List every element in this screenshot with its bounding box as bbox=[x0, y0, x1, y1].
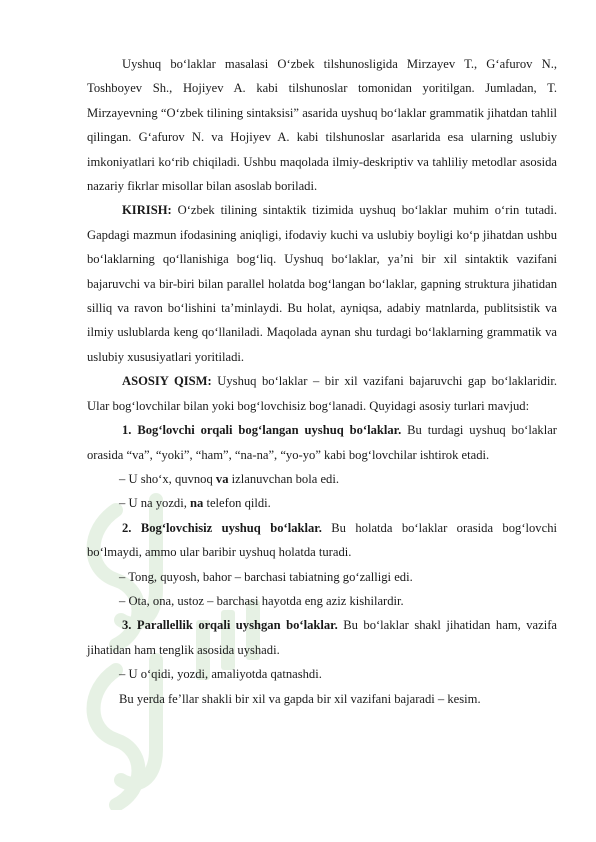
list-item-3-text: Bu bo‘laklar shakl jihatidan ham, vazifa jihatidan ham tenglik asosida uyshadi. bbox=[87, 618, 557, 657]
list-item-1-heading: 1. Bog‘lovchi orqali bog‘langan uyshuq bo‘laklar. bbox=[122, 423, 402, 438]
asosiy-paragraph bbox=[87, 369, 557, 418]
article-body bbox=[87, 52, 557, 711]
example-1a-conjunction: va bbox=[215, 471, 229, 486]
intro-paragraph: Uyshuq bo‘laklar masalasi O‘zbek tilshunosligida Mirzayev T., G‘afurov N., Toshboyev Sh., Hojiyev A. kabi tilshunoslar tomonidan yoritilgan. Jumladan, T. Mirzayevning “O‘zbek tilining sintaksisi” asarida uyshuq bo‘laklar grammatik jihatdan tahlil qilingan. G‘afurov N. va Hojiyev A. kabi tilshunoslar asarlarida esa ularning uslubiy imkoniyatlari ko‘rib chiqiladi. Ushbu maqolada ilmiy-deskriptiv va tahliliy metodlar asosida nazariy fikrlar misollar bilan asoslab boriladi. bbox=[87, 57, 557, 194]
asosiy-heading: ASOSIY QISM: bbox=[122, 374, 212, 389]
list-item-3-heading: 3. Parallellik orqali uyshgan bo‘laklar. bbox=[122, 618, 338, 633]
example-3b: Bu yerda fe’llar shakli bir xil va gapda bir xil vazifani bajaradi – kesim. bbox=[119, 691, 481, 706]
example-1b bbox=[87, 491, 557, 515]
example-1b-text: – U na yozdi, bbox=[119, 496, 190, 511]
example-1a-tail: izlanuvchan bola edi. bbox=[228, 471, 340, 486]
list-item-3 bbox=[87, 613, 557, 662]
list-item-1 bbox=[87, 418, 557, 467]
example-2a: – Tong, quyosh, bahor – barchasi tabiatning go‘zalligi edi. bbox=[119, 569, 413, 584]
asosiy-text: Uyshuq bo‘laklar – bir xil vazifani bajaruvchi gap bo‘laklaridir. Ular bog‘lovchilar bilan yoki bog‘lovchisiz bog‘lanadi. Quyidagi asosiy turlari mavjud: bbox=[87, 374, 558, 413]
kirish-paragraph bbox=[87, 198, 557, 369]
example-3a: – U o‘qidi, yozdi, amaliyotda qatnashdi. bbox=[119, 667, 322, 682]
list-item-1-text: Bu turdagi uyshuq bo‘laklar orasida “va”, “yoki”, “ham”, “na-na”, “yo-yo” kabi bog‘lovchilar ishtirok etadi. bbox=[87, 423, 557, 462]
example-2b: – Ota, ona, ustoz – barchasi hayotda eng aziz kishilardir. bbox=[119, 593, 404, 608]
list-item-2-heading: 2. Bog‘lovchisiz uyshuq bo‘laklar. bbox=[122, 520, 322, 535]
example-1a-text: – U sho‘x, quvnoq bbox=[119, 471, 216, 486]
kirish-heading: KIRISH: bbox=[122, 203, 172, 218]
list-item-2-text: Bu holatda bo‘laklar orasida bog‘lovchi bo‘lmaydi, ammo ular baribir uyshuq holatda turadi. bbox=[87, 520, 557, 560]
list-item-2 bbox=[87, 516, 557, 565]
kirish-text: O‘zbek tilining sintaktik tizimida uyshuq bo‘laklar muhim o‘rin tutadi. Gapdagi mazmun ifodasining aniqligi, ifodaviy kuchi va uslubiy boyligi ko‘p jihatdan ushbu bo‘laklarning qo‘llanishiga bog‘liq. Uyshuq bo‘laklar, ya’ni bir xil sintaktik vazifani bajaruvchi va bir-biri bilan parallel holatda bog‘langan bo‘laklar, gapning struktura jihatidan silliq va ravon bo‘lishini ta’minlaydi. Bu holat, ayniqsa, adabiy matnlarda, publitsistik va ilmiy uslublarda keng qo‘llaniladi. Maqolada aynan shu turdagi bo‘laklarning grammatik va uslubiy xususiyatlari yoritiladi. bbox=[87, 203, 557, 364]
example-1b-conjunction: na bbox=[190, 496, 204, 511]
example-1a bbox=[87, 467, 557, 491]
example-1b-tail: telefon qildi. bbox=[203, 496, 271, 511]
